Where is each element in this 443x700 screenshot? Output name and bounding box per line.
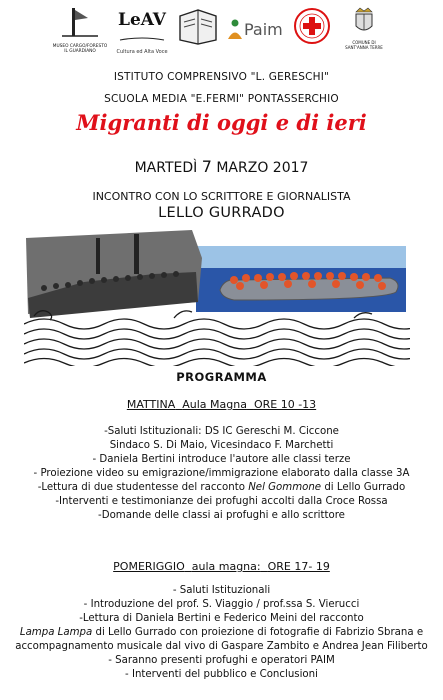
logo-strip xyxy=(0,6,443,55)
coat-of-arms-icon xyxy=(344,6,384,36)
red-cross-logo xyxy=(292,6,338,52)
event-date xyxy=(0,157,443,176)
wave-pattern xyxy=(24,311,410,366)
morning-place: Aula Magna xyxy=(182,398,247,411)
middle-school-line: SCUOLA MEDIA "E.FERMI" PONTASSERCHIO xyxy=(104,93,339,105)
afternoon-label: POMERIGGIO xyxy=(113,560,185,573)
leav-name: LeAV xyxy=(118,10,166,30)
list-item: - Interventi del pubblico e Conclusioni xyxy=(125,669,318,680)
list-item-reading: -Lettura di due studentesse del racconto Nel Gommone di Lello Gurrado xyxy=(37,482,406,493)
list-item: - Daniela Bertini introduce l'autore alle classi terze xyxy=(92,454,351,465)
story-title-lampa-lampa: Lampa Lampa xyxy=(19,627,93,638)
collage-illustration xyxy=(24,228,410,366)
museum-caption-2: IL GUARDIANO xyxy=(64,49,96,54)
morning-label: MATTINA xyxy=(126,398,176,411)
list-item: accompagnamento musicale dal vivo di Gaspare Zambito e Andrea Jean Filiberto xyxy=(15,641,428,652)
list-item: - Saranno presenti profughi e operatori PAIM xyxy=(108,655,335,666)
afternoon-time: ORE 17- 19 xyxy=(267,560,330,573)
morning-section-heading xyxy=(0,398,443,411)
list-item: - Saluti Istituzionali xyxy=(172,585,271,596)
list-item-lampa: Lampa Lampa di Lello Gurrado con proiezione di fotografie di Fabrizio Sbrana e xyxy=(19,627,424,638)
meeting-line: INCONTRO CON LO SCRITTORE E GIORNALISTA xyxy=(92,190,351,203)
page-title: Migranti di oggi e di ieri xyxy=(76,110,367,135)
date-day: 7 xyxy=(201,157,212,176)
museum-caption-1: MUSEO CARGO/FORESTO xyxy=(52,44,108,49)
list-item: -Lettura di Daniela Bertini e Federico Meini del racconto xyxy=(79,613,364,624)
morning-list xyxy=(0,425,443,523)
afternoon-list xyxy=(0,584,443,682)
comune-caption-1: COMUNE DI xyxy=(352,40,376,45)
story-title-nel-gommone: Nel Gommone xyxy=(248,482,322,493)
date-prefix: MARTEDÌ xyxy=(134,160,198,176)
comune-logo xyxy=(344,6,384,52)
program-heading: PROGRAMMA xyxy=(176,370,267,384)
list-item: - Proiezione video su emigrazione/immigrazione elaborato dalla classe 3A xyxy=(33,468,410,479)
leav-underline-icon xyxy=(114,35,170,45)
morning-time: ORE 10 -13 xyxy=(253,398,317,411)
comune-caption-2: SANT'ANNA TERRE xyxy=(345,45,383,50)
red-cross-icon xyxy=(292,6,332,46)
book-icon xyxy=(176,6,220,46)
list-item: -Interventi e testimonianze dei profughi accolti dalla Croce Rossa xyxy=(55,496,388,507)
list-item: - Introduzione del prof. S. Viaggio / prof.ssa S. Vierucci xyxy=(83,599,360,610)
afternoon-place: aula magna: xyxy=(191,560,261,573)
paim-name: Paim xyxy=(244,20,283,39)
book-logo xyxy=(176,6,220,52)
afternoon-section-heading xyxy=(0,560,443,573)
list-item: -Domande delle classi ai profughi e allo scrittore xyxy=(98,510,345,521)
museum-logo xyxy=(52,6,108,52)
date-suffix: MARZO 2017 xyxy=(216,160,309,176)
school-line: ISTITUTO COMPRENSIVO "L. GERESCHI" xyxy=(113,71,330,83)
list-item: Sindaco S. Di Maio, Vicesindaco F. Marchetti xyxy=(109,440,334,451)
leav-caption: Cultura ed Alta Voce xyxy=(116,49,168,55)
leav-logo xyxy=(114,6,170,55)
paim-figure-icon xyxy=(226,18,244,40)
museum-icon xyxy=(52,6,108,40)
writer-name: LELLO GURRADO xyxy=(158,205,285,221)
list-item: -Saluti Istituzionali: DS IC Gereschi M. Ciccone xyxy=(104,426,339,437)
migrants-collage-image xyxy=(24,228,410,366)
paim-logo xyxy=(226,6,286,52)
